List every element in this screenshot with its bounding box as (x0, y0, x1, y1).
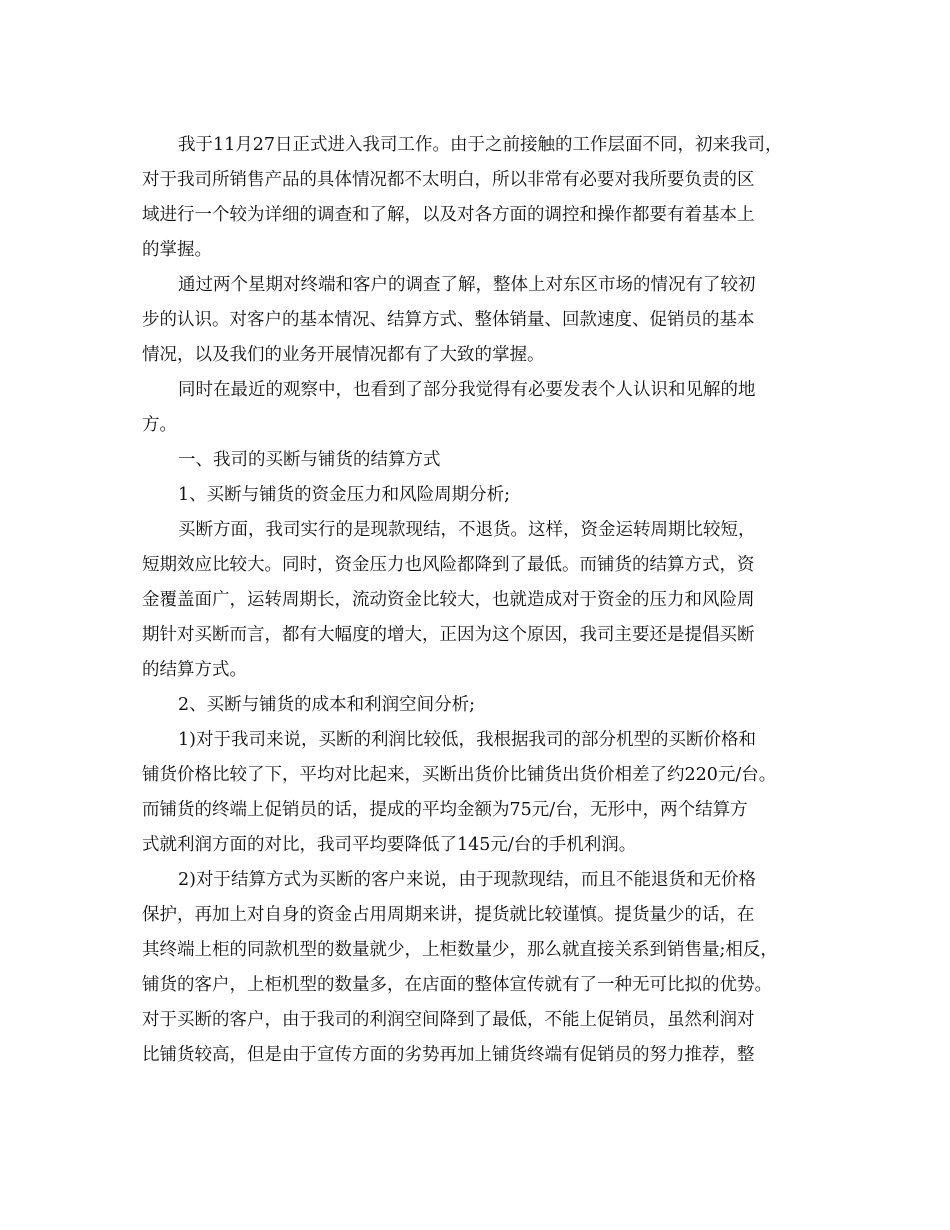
text-line: 对于买断的客户，由于我司的利润空间降到了最低，不能上促销员，虽然利润对 (142, 1010, 755, 1030)
text-line: 而铺货的终端上促销员的话，提成的平均金额为75元/台，无形中，两个结算方 (142, 800, 748, 820)
text-line: 期针对买断而言，都有大幅度的增大，正因为这个原因，我司主要还是提倡买断 (142, 625, 755, 645)
text-line: 的结算方式。 (142, 660, 247, 680)
text-line: 金覆盖面广，运转周期长，流动资金比较大，也就造成对于资金的压力和风险周 (142, 590, 755, 610)
text-line: 我于11月27日正式进入我司工作。由于之前接触的工作层面不同，初来我司， (178, 135, 783, 155)
document-body (142, 128, 822, 1073)
text-line: 同时在最近的观察中，也看到了部分我觉得有必要发表个人认识和见解的地 (178, 380, 756, 400)
text-line: 保护，再加上对自身的资金占用周期来讲，提货就比较谨慎。提货量少的话，在 (142, 905, 755, 925)
text-line: 情况，以及我们的业务开展情况都有了大致的掌握。 (142, 345, 545, 365)
text-line: 短期效应比较大。同时，资金压力也风险都降到了最低。而铺货的结算方式，资 (142, 555, 755, 575)
text-line: 买断方面，我司实行的是现款现结，不退货。这样，资金运转周期比较短， (178, 520, 756, 540)
text-line: 1、买断与铺货的资金压力和风险周期分析; (178, 485, 511, 505)
text-line: 通过两个星期对终端和客户的调查了解，整体上对东区市场的情况有了较初 (178, 275, 756, 295)
text-line: 2、买断与铺货的成本和利润空间分析; (178, 695, 476, 715)
text-line: 对于我司所销售产品的具体情况都不太明白，所以非常有必要对我所要负责的区 (142, 170, 755, 190)
text-line: 方。 (142, 415, 177, 435)
text-line: 铺货价格比较了下，平均对比起来，买断出货价比铺货出货价相差了约220元/台。 (142, 765, 777, 785)
text-line: 2)对于结算方式为买断的客户来说，由于现款现结，而且不能退货和无价格 (178, 870, 756, 890)
text-line: 铺货的客户，上柜机型的数量多，在店面的整体宣传就有了一种无可比拟的优势。 (142, 975, 772, 995)
text-line: 其终端上柜的同款机型的数量就少，上柜数量少，那么就直接关系到销售量;相反， (142, 940, 778, 960)
text-line: 域进行一个较为详细的调查和了解，以及对各方面的调控和操作都要有着基本上 (142, 205, 755, 225)
text-line: 式就利润方面的对比，我司平均要降低了145元/台的手机利润。 (142, 835, 637, 855)
text-line: 一、我司的买断与铺货的结算方式 (178, 450, 441, 470)
text-line: 的掌握。 (142, 240, 212, 260)
text-line: 步的认识。对客户的基本情况、结算方式、整体销量、回款速度、促销员的基本 (142, 310, 755, 330)
text-line: 比铺货较高，但是由于宣传方面的劣势再加上铺货终端有促销员的努力推荐，整 (142, 1045, 755, 1065)
text-line: 1)对于我司来说，买断的利润比较低，我根据我司的部分机型的买断价格和 (178, 730, 756, 750)
